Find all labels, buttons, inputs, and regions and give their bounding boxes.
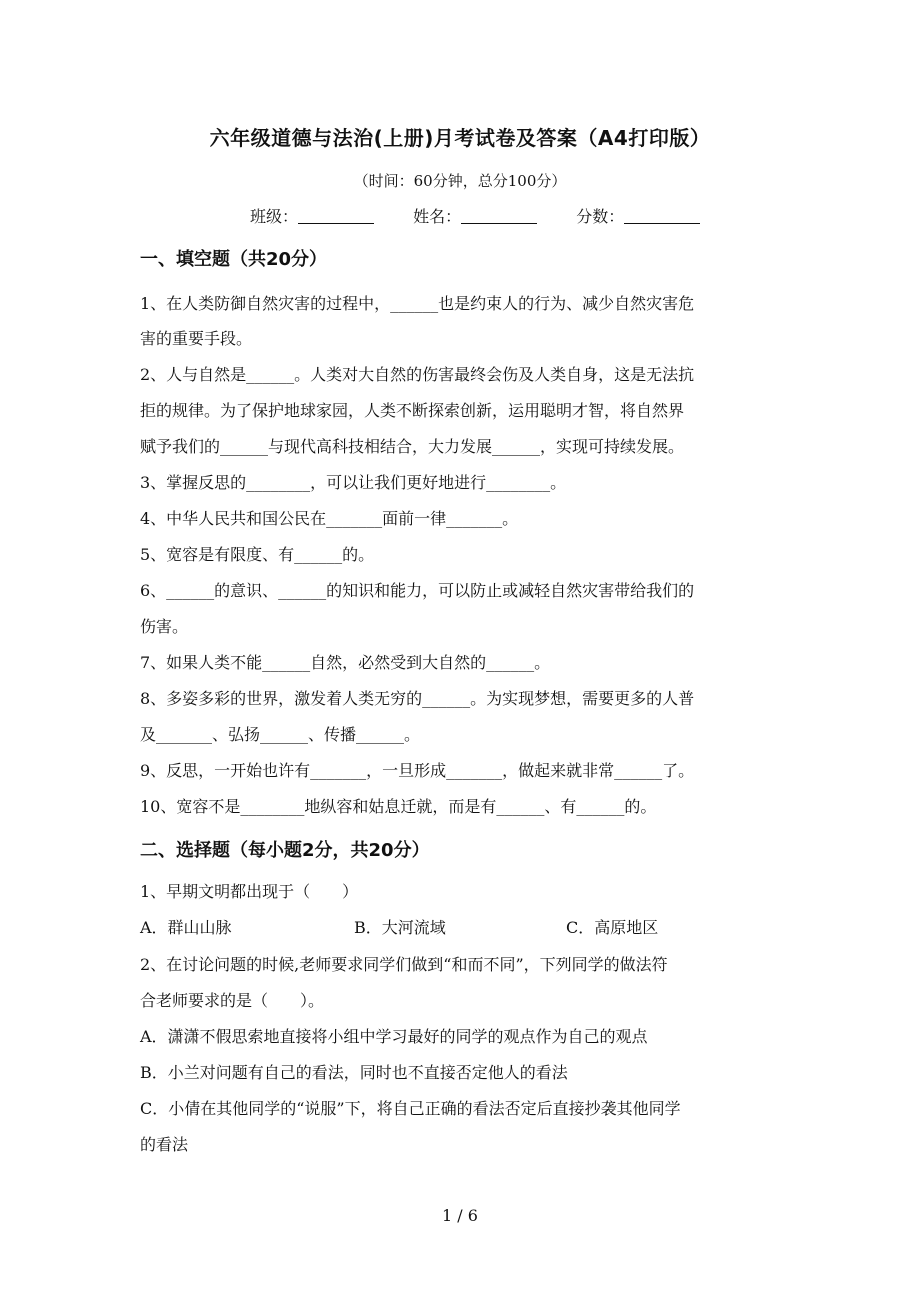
question-line: 6、______的意识、______的知识和能力，可以防止或减轻自然灾害带给我们的: [140, 581, 695, 600]
question-line: 伤害。: [140, 617, 189, 636]
page-number: 1 / 6: [442, 1206, 478, 1225]
option-a: A．群山山脉: [140, 918, 232, 937]
option-b: B．大河流域: [354, 918, 446, 937]
question-line: 拒的规律。为了保护地球家园，人类不断探索创新，运用聪明才智，将自然界: [140, 401, 685, 420]
question-line: 4、中华人民共和国公民在_______面前一律_______。: [140, 509, 519, 528]
question-line: 2、在讨论问题的时候,老师要求同学们做到“和而不同”，下列同学的做法符: [140, 955, 668, 974]
question-line: 10、宽容不是________地纵容和姑息迁就，而是有______、有______的。: [140, 797, 657, 816]
score-field: 分数：: [576, 204, 700, 227]
class-blank: [298, 207, 374, 224]
option-line: A．潇潇不假思索地直接将小组中学习最好的同学的观点作为自己的观点: [140, 1027, 648, 1046]
question-line: 合老师要求的是（ ）。: [140, 991, 325, 1010]
question-line: 7、如果人类不能______自然，必然受到大自然的______。: [140, 653, 551, 672]
question-line: 及_______、弘扬______、传播______。: [140, 725, 421, 744]
student-info-row: [250, 204, 734, 227]
option-line: 的看法: [140, 1135, 189, 1154]
question-line: 2、人与自然是______。人类对大自然的伤害最终会伤及人类自身，这是无法抗: [140, 365, 695, 384]
class-field: 班级：: [250, 204, 374, 227]
question-line: 害的重要手段。: [140, 329, 253, 348]
options-row: [140, 915, 658, 938]
question-line: 9、反思，一开始也许有_______，一旦形成_______，做起来就非常______了。: [140, 761, 695, 780]
question-line: 1、早期文明都出现于（ ）: [140, 882, 359, 901]
question-line: 8、多姿多彩的世界，激发着人类无穷的______。为实现梦想，需要更多的人普: [140, 689, 695, 708]
question-line: 1、在人类防御自然灾害的过程中，______也是约束人的行为、减少自然灾害危: [140, 294, 695, 313]
section-fill-blank-heading: 一、填空题（共20分）: [140, 249, 328, 270]
name-blank: [461, 207, 537, 224]
question-line: 5、宽容是有限度、有______的。: [140, 545, 375, 564]
exam-title: 六年级道德与法治(上册)月考试卷及答案（A4打印版）: [209, 126, 711, 150]
section-choice-heading: 二、选择题（每小题2分，共20分）: [140, 840, 430, 861]
question-line: 赋予我们的______与现代高科技相结合，大力发展______，实现可持续发展。: [140, 437, 685, 456]
name-field: 姓名：: [413, 204, 537, 227]
option-line: C．小倩在其他同学的“说服”下，将自己正确的看法否定后直接抄袭其他同学: [140, 1099, 681, 1118]
score-blank: [624, 207, 700, 224]
option-c: C．高原地区: [566, 918, 659, 937]
exam-time-info: （时间：60分钟，总分100分）: [353, 172, 567, 190]
option-line: B．小兰对问题有自己的看法，同时也不直接否定他人的看法: [140, 1063, 568, 1082]
question-line: 3、掌握反思的________，可以让我们更好地进行________。: [140, 473, 567, 492]
